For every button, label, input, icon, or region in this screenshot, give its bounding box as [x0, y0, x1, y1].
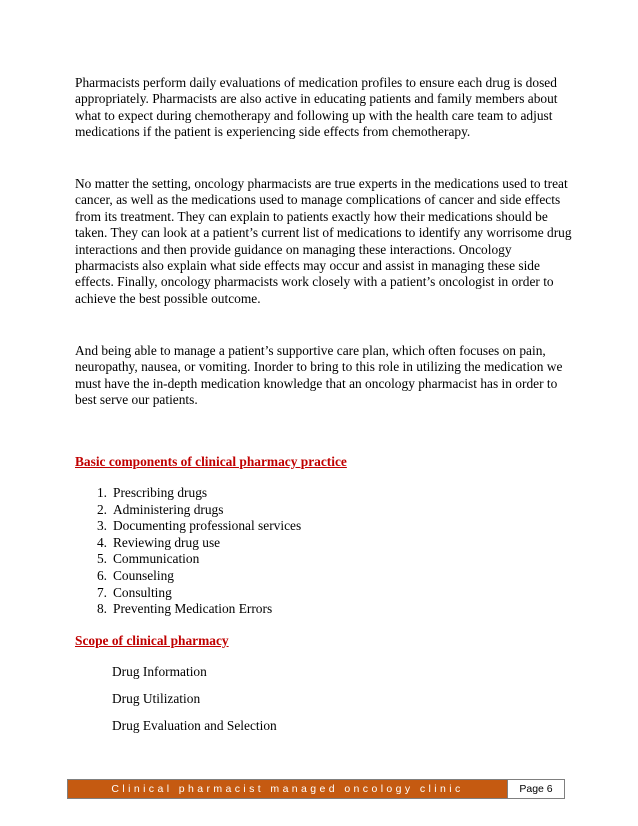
- list-number: 2.: [96, 501, 107, 517]
- paragraph-oncology-experts: No matter the setting, oncology pharmacists are true experts in the medications used to treat cancer, as well as the medications used to manage complications of cancer and side effects from its treatment. They can explain to patients exactly how their medications should be taken. They can look at a patient’s current list of medications to identify any worrisome drug interactions and then provide guidance on managing these interactions. Oncology pharmacists also explain what side effects may occur and assist in managing these side effects. Finally, oncology pharmacists work closely with a patient’s oncologist in order to achieve the best possible outcome.: [75, 176, 572, 306]
- list-text: Documenting professional services: [113, 518, 302, 534]
- list-number: 8.: [96, 601, 107, 617]
- list-number: 7.: [96, 584, 107, 600]
- scope-item-drug-evaluation: Drug Evaluation and Selection: [112, 718, 277, 733]
- components-list: [75, 485, 301, 618]
- list-text: Prescribing drugs: [113, 485, 208, 500]
- heading-basic-components: Basic components of clinical pharmacy practice: [75, 454, 347, 469]
- list-number: 4.: [96, 534, 107, 550]
- list-item: [75, 518, 301, 535]
- list-number: 1.: [96, 485, 107, 500]
- list-number: 3.: [96, 518, 107, 534]
- footer-title: Clinical pharmacist managed oncology clinic: [68, 780, 508, 798]
- page-footer: [67, 779, 565, 799]
- scope-item-drug-information: Drug Information: [112, 664, 207, 679]
- list-number: 6.: [96, 567, 107, 583]
- list-item: [75, 535, 301, 552]
- list-number: 5.: [96, 551, 107, 567]
- scope-item-drug-utilization: Drug Utilization: [112, 691, 201, 706]
- list-text: Administering drugs: [113, 501, 224, 517]
- list-text: Preventing Medication Errors: [113, 601, 273, 617]
- heading-scope: Scope of clinical pharmacy: [75, 633, 229, 648]
- list-item: [75, 502, 301, 519]
- list-item: [75, 585, 301, 602]
- list-item: [75, 568, 301, 585]
- paragraph-daily-evaluations: Pharmacists perform daily evaluations of medication profiles to ensure each drug is dosed appropriately. Pharmacists are also active in educating patients and family members about what to expect during chemotherapy and following up with the health care team to adjust medications if the patient is experiencing side effects from chemotherapy.: [75, 75, 558, 140]
- list-item: [75, 551, 301, 568]
- paragraph-supportive-care: And being able to manage a patient’s supportive care plan, which often focuses on pain, neuropathy, nausea, or vomiting. Inorder to bring to this role in utilizing the medication we must have the in-depth medication knowledge that an oncology pharmacist has in order to best serve our patients.: [75, 343, 563, 408]
- list-item: [75, 485, 301, 502]
- list-text: Communication: [113, 551, 200, 567]
- list-text: Counseling: [113, 567, 175, 583]
- footer-page-number: Page 6: [519, 783, 553, 795]
- list-item: [75, 601, 301, 618]
- list-text: Reviewing drug use: [113, 534, 221, 550]
- list-text: Consulting: [113, 584, 172, 600]
